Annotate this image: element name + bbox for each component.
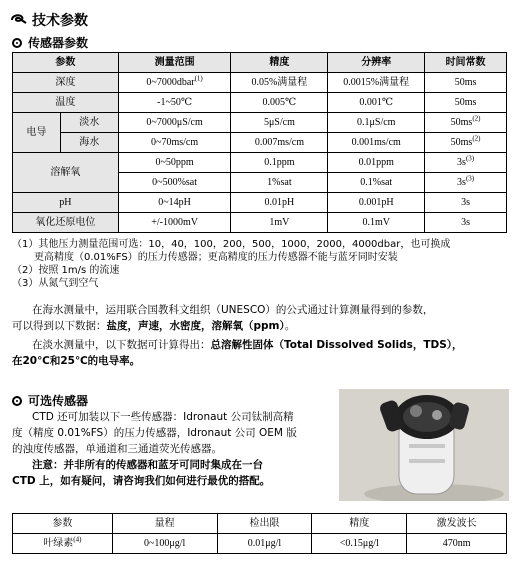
table-row	[13, 153, 507, 173]
optional-heading	[12, 392, 88, 409]
range-cell: -1~50℃	[118, 93, 231, 113]
precision-cell: 5μS/cm	[231, 113, 328, 133]
seawater-paragraph: 在海水测量中，运用联合国教科文组织（UNESCO）的公式通过计算测量得到的参数，	[32, 304, 434, 316]
param-group-cell: 电导	[13, 113, 61, 153]
table-row	[13, 193, 507, 213]
time-cell: $50ms^{(2)}$	[425, 113, 507, 133]
precision-cell: 0.005℃	[231, 93, 328, 113]
header-limit: 检出限	[217, 514, 312, 534]
time-cell: 3s	[425, 213, 507, 233]
footnotes	[12, 238, 507, 290]
param-cell: pH	[13, 193, 119, 213]
optional-text	[12, 409, 337, 489]
section-header	[10, 10, 88, 30]
time-cell: 50ms	[425, 73, 507, 93]
precision-cell: 1%sat	[231, 173, 328, 193]
header-time: 时间常数	[425, 53, 507, 73]
freshwater-paragraph: 在淡水测量中，以下数据可计算得出：总溶解性固体（Total Dissolved Solids，TDS），	[32, 339, 463, 351]
optional-sensor-table	[12, 513, 507, 554]
precision-cell: 0.01pH	[231, 193, 328, 213]
ctd-probe-illustration	[339, 389, 509, 501]
sensor-table	[12, 52, 507, 233]
header-param: 参数	[13, 53, 119, 73]
header-resolution: 分辨率	[328, 53, 425, 73]
footnote-1-cont: 更高精度（0.01%FS）的压力传感器；更高精度的压力传感器不能与蓝牙同时安装	[34, 252, 398, 263]
header-range: 测量范围	[118, 53, 231, 73]
optional-note-cont: CTD 上，如有疑问，请咨询我们如何进行最优的搭配。	[12, 475, 271, 487]
limit-cell: 0.01μg/l	[217, 534, 312, 554]
range-cell: +/-1000mV	[118, 213, 231, 233]
resolution-cell: 0.001℃	[328, 93, 425, 113]
table-row	[13, 534, 507, 554]
time-cell: 50ms	[425, 93, 507, 113]
table-header-row	[13, 514, 507, 534]
seawater-paragraph-cont: 可以得到以下数据：盐度，声速，水密度，溶解氧（ppm）。	[12, 320, 296, 332]
table-row	[13, 133, 507, 153]
sensor-heading-text: 传感器参数	[28, 36, 89, 50]
header-wavelength: 激发波长	[407, 514, 507, 534]
resolution-cell: 0.0015%满量程	[328, 73, 425, 93]
resolution-cell: 0.1%sat	[328, 173, 425, 193]
precision-cell: 0.05%满量程	[231, 73, 328, 93]
footnote-3: （3）从氮气到空气	[12, 278, 99, 289]
param-cell: 叶绿素$^{(4)}$	[13, 534, 113, 554]
param-cell: 海水	[60, 133, 118, 153]
resolution-cell: 0.1mV	[328, 213, 425, 233]
sensor-photo	[339, 389, 509, 501]
range-cell: 0~70ms/cm	[118, 133, 231, 153]
freshwater-paragraph-cont: 在20℃和25℃的电导率。	[12, 355, 141, 367]
header-precision: 精度	[312, 514, 407, 534]
footnote-2: （2）按照 1m/s 的流速	[12, 265, 120, 276]
sensor-heading	[12, 34, 88, 51]
resolution-cell: 0.1μS/cm	[328, 113, 425, 133]
footnote-1: （1）其他压力测量范围可选：10，40，100，200，500，1000，2000，4000dbar，也可换成	[12, 239, 451, 250]
resolution-cell: 0.001pH	[328, 193, 425, 213]
header-range: 量程	[112, 514, 217, 534]
swirl-icon	[10, 13, 28, 27]
wavelength-cell: 470nm	[407, 534, 507, 554]
precision-cell: 0.007ms/cm	[231, 133, 328, 153]
range-cell: 0~7000μS/cm	[118, 113, 231, 133]
header-precision: 精度	[231, 53, 328, 73]
resolution-cell: 0.01ppm	[328, 153, 425, 173]
range-cell: 0~500%sat	[118, 173, 231, 193]
derived-params-text	[12, 302, 509, 369]
header-param: 参数	[13, 514, 113, 534]
param-group-cell: 溶解氧	[13, 153, 119, 193]
optional-line: 度（精度 0.01%FS）的压力传感器，Idronaut 公司 OEM 版	[12, 427, 297, 439]
optional-line: 的浊度传感器，单通道和三通道荧光传感器。	[12, 443, 222, 455]
table-row	[13, 213, 507, 233]
time-cell: $50ms^{(2)}$	[425, 133, 507, 153]
range-cell: 0~14pH	[118, 193, 231, 213]
time-cell: $3s^{(3)}$	[425, 153, 507, 173]
param-cell: 温度	[13, 93, 119, 113]
section-title: 技术参数	[32, 13, 88, 29]
precision-cell: <0.15μg/l	[312, 534, 407, 554]
table-row	[13, 93, 507, 113]
precision-cell: 0.1ppm	[231, 153, 328, 173]
param-cell: 深度	[13, 73, 119, 93]
optional-heading-text: 可选传感器	[28, 394, 89, 408]
resolution-cell: 0.001ms/cm	[328, 133, 425, 153]
time-cell: $3s^{(3)}$	[425, 173, 507, 193]
range-cell: 0~100μg/l	[112, 534, 217, 554]
bullet-icon	[12, 396, 22, 406]
bullet-icon	[12, 38, 22, 48]
param-cell: 氧化还原电位	[13, 213, 119, 233]
range-cell: 0~7000dbar$^{(1)}$	[118, 73, 231, 93]
optional-line: CTD 还可加装以下一些传感器：Idronaut 公司钛制高精	[32, 411, 294, 423]
optional-note: 注意：并非所有的传感器和蓝牙可同时集成在一台	[32, 459, 263, 471]
table-row	[13, 73, 507, 93]
param-cell: 淡水	[60, 113, 118, 133]
table-header-row	[13, 53, 507, 73]
precision-cell: 1mV	[231, 213, 328, 233]
time-cell: 3s	[425, 193, 507, 213]
table-row	[13, 113, 507, 133]
range-cell: 0~50ppm	[118, 153, 231, 173]
